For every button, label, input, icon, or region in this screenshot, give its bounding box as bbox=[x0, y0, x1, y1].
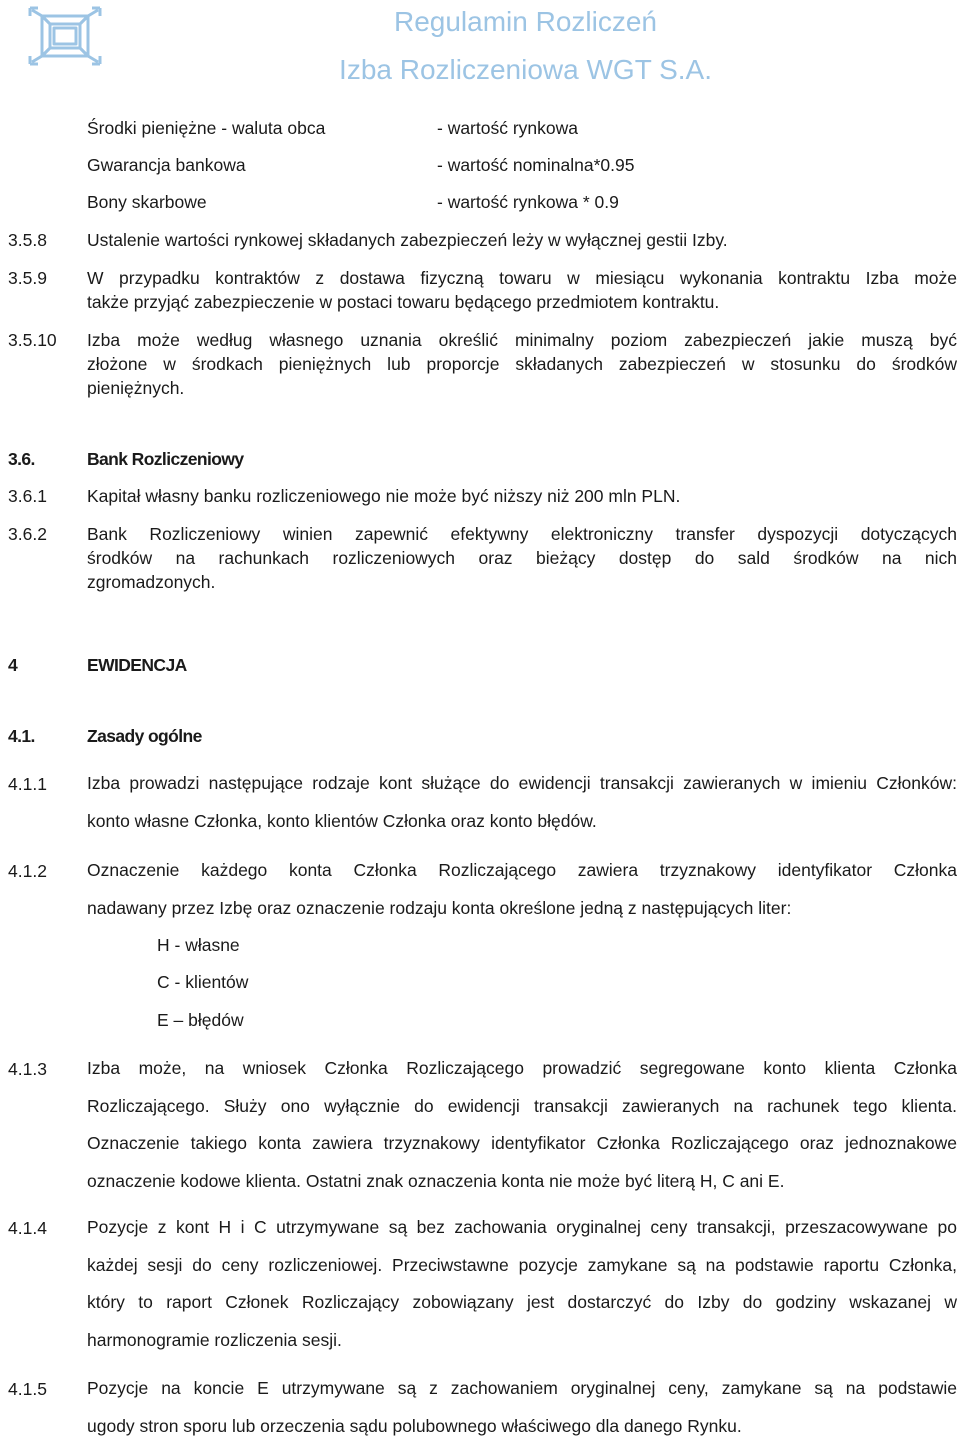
section-number: 4.1.4 bbox=[8, 1216, 47, 1240]
paragraph-line: każdej sesji do ceny rozliczeniowej. Przeciwstawne pozycje zamykane są na podstawie raportu Członka, bbox=[87, 1247, 957, 1285]
paragraph-line: Pozycje z kont H i C utrzymywane są bez zachowania oryginalnej ceny transakcji, przeszacowywane po bbox=[87, 1209, 957, 1247]
collateral-name: Gwarancja bankowa bbox=[87, 153, 246, 177]
section-number: 4.1.1 bbox=[8, 772, 47, 796]
paragraph-line: złożone w środkach pieniężnych lub proporcje składanych zabezpieczeń w stosunku do środków bbox=[87, 352, 957, 376]
paragraph-line: Rozliczającego. Służy ono wyłącznie do ewidencji transakcji zawieranych na rachunek tego klienta. bbox=[87, 1088, 957, 1126]
collateral-value: - wartość rynkowa bbox=[437, 116, 578, 140]
section-number: 3.5.10 bbox=[8, 328, 57, 352]
section-number: 3.5.8 bbox=[8, 228, 47, 252]
section-paragraph bbox=[87, 266, 957, 314]
section-number: 4.1. bbox=[8, 724, 35, 748]
paragraph-line: W przypadku kontraktów z dostawa fizyczną towaru w miesiącu wykonania kontraktu Izba może bbox=[87, 266, 957, 290]
section-number: 4.1.2 bbox=[8, 859, 47, 883]
collateral-value: - wartość rynkowa * 0.9 bbox=[437, 190, 619, 214]
chapter-number: 4 bbox=[8, 653, 17, 677]
section-number: 3.6.1 bbox=[8, 484, 47, 508]
paragraph-line: Pozycje na koncie E utrzymywane są z zachowaniem oryginalnej ceny, zamykane są na podstawie bbox=[87, 1370, 957, 1408]
section-paragraph bbox=[87, 852, 957, 927]
header-title: Regulamin Rozliczeń bbox=[394, 6, 657, 38]
paragraph-line: także przyjąć zabezpieczenie w postaci towaru będącego przedmiotem kontraktu. bbox=[87, 290, 957, 314]
collateral-value: - wartość nominalna*0.95 bbox=[437, 153, 634, 177]
paragraph-line: ugody stron sporu lub orzeczenia sądu polubownego właściwego dla danego Rynku. bbox=[87, 1408, 957, 1445]
list-item: H - własne bbox=[157, 933, 240, 957]
section-number: 3.6.2 bbox=[8, 522, 47, 546]
paragraph-line: zgromadzonych. bbox=[87, 570, 957, 594]
section-number: 3.5.9 bbox=[8, 266, 47, 290]
chapter-heading: EWIDENCJA bbox=[87, 653, 187, 677]
section-heading: Bank Rozliczeniowy bbox=[87, 447, 243, 471]
paragraph-line: oznaczenie kodowe klienta. Ostatni znak oznaczenia konta nie może być literą H, C ani E. bbox=[87, 1163, 957, 1201]
paragraph-line: Oznaczenie każdego konta Członka Rozliczającego zawiera trzyznakowy identyfikator Członka bbox=[87, 852, 957, 890]
section-paragraph bbox=[87, 522, 957, 594]
section-paragraph bbox=[87, 1050, 957, 1200]
collateral-name: Środki pieniężne - waluta obca bbox=[87, 116, 325, 140]
paragraph-line: który to raport Członek Rozliczający zobowiązany jest dostarczyć do Izby do godziny wskazanej w bbox=[87, 1284, 957, 1322]
paragraph-line: Izba może, na wniosek Członka Rozliczającego prowadzić segregowane konto klienta Członka bbox=[87, 1050, 957, 1088]
section-number: 4.1.3 bbox=[8, 1057, 47, 1081]
paragraph-line: Oznaczenie takiego konta zawiera trzyznakowy identyfikator Członka Rozliczającego oraz jednoznakowe bbox=[87, 1125, 957, 1163]
paragraph-line: Izba może według własnego uznania określić minimalny poziom zabezpieczeń jakie muszą być bbox=[87, 328, 957, 352]
section-number: 3.6. bbox=[8, 447, 35, 471]
section-text: Ustalenie wartości rynkowej składanych zabezpieczeń leży w wyłącznej gestii Izby. bbox=[87, 228, 728, 252]
section-text: Kapitał własny banku rozliczeniowego nie może być niższy niż 200 mln PLN. bbox=[87, 484, 680, 508]
section-paragraph bbox=[87, 1209, 957, 1359]
section-paragraph bbox=[87, 328, 957, 400]
paragraph-line: pieniężnych. bbox=[87, 376, 957, 400]
list-item: E – błędów bbox=[157, 1008, 244, 1032]
paragraph-line: środków na rachunkach rozliczeniowych oraz bieżący dostęp do sald środków na nich bbox=[87, 546, 957, 570]
paragraph-line: Izba prowadzi następujące rodzaje kont służące do ewidencji transakcji zawieranych w imieniu Członków: bbox=[87, 765, 957, 803]
section-paragraph bbox=[87, 1370, 957, 1445]
logo-icon bbox=[28, 6, 102, 66]
section-paragraph bbox=[87, 765, 957, 840]
paragraph-line: konto własne Członka, konto klientów Członka oraz konto błędów. bbox=[87, 803, 957, 841]
collateral-name: Bony skarbowe bbox=[87, 190, 207, 214]
paragraph-line: nadawany przez Izbę oraz oznaczenie rodzaju konta określone jedną z następujących liter: bbox=[87, 890, 957, 928]
list-item: C - klientów bbox=[157, 970, 248, 994]
paragraph-line: Bank Rozliczeniowy winien zapewnić efektywny elektroniczny transfer dyspozycji dotyczących bbox=[87, 522, 957, 546]
paragraph-line: harmonogramie rozliczenia sesji. bbox=[87, 1322, 957, 1360]
header-subtitle: Izba Rozliczeniowa WGT S.A. bbox=[339, 54, 712, 86]
section-heading: Zasady ogólne bbox=[87, 724, 202, 748]
section-number: 4.1.5 bbox=[8, 1377, 47, 1401]
